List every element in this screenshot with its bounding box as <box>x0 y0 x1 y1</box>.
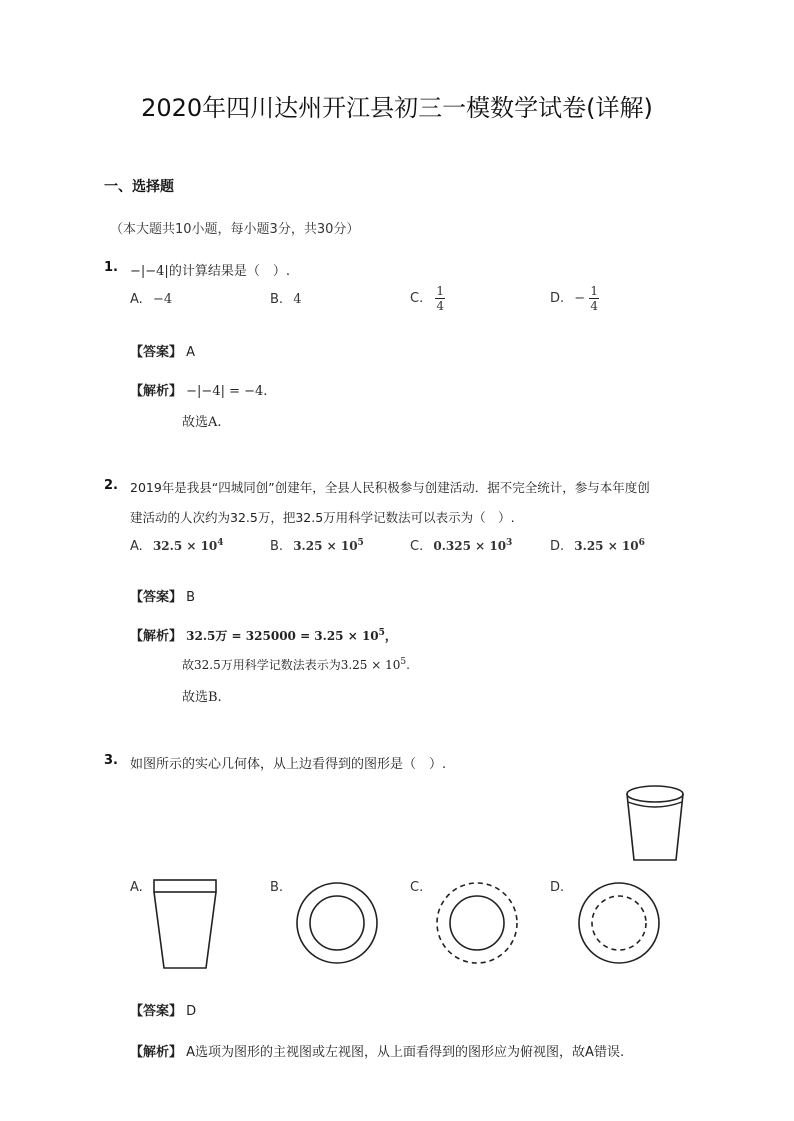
analysis-row <box>130 625 397 644</box>
question-number: 2. <box>104 478 118 493</box>
option-a-letter: A. <box>130 880 143 895</box>
analysis-line: 故选B. <box>182 690 222 705</box>
section-note: （本大题共10小题，每小题3分，共30分） <box>110 222 360 237</box>
option-letter: A. <box>130 539 143 554</box>
option-value: $32.5 \times 10^4$ <box>152 538 224 553</box>
answer-value: B <box>186 590 196 605</box>
answer-value: A <box>186 345 196 360</box>
inner-dashed-circle <box>576 880 662 966</box>
analysis-line: A选项为图形的主视图或左视图，从上面看得到的图形应为俯视图，故A错误. <box>186 1045 625 1060</box>
option-b <box>270 538 364 554</box>
question-text: 如图所示的实心几何体，从上边看得到的图形是（ ）. <box>130 757 447 772</box>
fraction <box>435 284 445 313</box>
fraction-numerator: 1 <box>436 284 444 298</box>
option-value: 4 <box>293 292 302 307</box>
question-number: 1. <box>104 260 118 275</box>
answer-label: 【答案】 <box>130 590 183 605</box>
option-letter: A. <box>130 292 143 307</box>
concentric-circles-solid <box>294 880 380 966</box>
analysis-label: 【解析】 <box>130 629 183 644</box>
option-d <box>550 284 599 313</box>
answer-label: 【答案】 <box>130 345 183 360</box>
question-number: 3. <box>104 753 118 768</box>
answer-row <box>130 341 195 360</box>
option-d-letter: D. <box>550 880 565 895</box>
option-c <box>410 284 445 313</box>
option-value: −4 <box>152 292 173 307</box>
analysis-label: 【解析】 <box>130 1045 183 1060</box>
option-letter: D. <box>550 291 565 306</box>
option-a <box>130 538 224 554</box>
question-text-line-2: 建活动的人次约为32.5万，把32.5万用科学记数法可以表示为（ ）. <box>130 510 515 525</box>
answer-label: 【答案】 <box>130 1004 183 1019</box>
option-c-letter: C. <box>410 880 424 895</box>
option-b <box>270 292 301 307</box>
section-heading: 一、选择题 <box>104 179 174 195</box>
option-value: $3.25 \times 10^6$ <box>574 538 645 553</box>
question-text-line-1: 2019年是我县“四城同创”创建年，全县人民积极参与创建活动．据不完全统计，参与本年度创 <box>130 480 650 495</box>
option-b-letter: B. <box>270 880 284 895</box>
option-a <box>130 292 172 307</box>
option-value: $3.25 \times 10^5$ <box>293 538 364 553</box>
option-value: $0.325 \times 10^3$ <box>433 538 513 553</box>
option-letter: C. <box>410 291 424 306</box>
fraction-sign: − <box>574 291 586 306</box>
option-letter: B. <box>270 292 284 307</box>
question-text: −|−4|的计算结果是（ ）. <box>130 264 290 279</box>
answer-row <box>130 586 195 605</box>
answer-row <box>130 1000 196 1019</box>
cup-front-view <box>150 878 222 972</box>
analysis-line: 32.5万 = $325000 = 3.25 \times 10^5$， <box>186 628 397 643</box>
fraction-numerator: 1 <box>590 284 598 298</box>
analysis-row <box>130 380 267 399</box>
option-letter: D. <box>550 539 565 554</box>
analysis-line: −|−4| = −4. <box>186 384 268 399</box>
fraction-denominator: 4 <box>590 299 598 313</box>
option-d <box>550 538 645 554</box>
page-title: 2020年四川达州开江县初三一模数学试卷(详解) <box>141 94 653 122</box>
analysis-line: 故32.5万用科学记数法表示为$3.25 \times 10^5$. <box>182 657 410 672</box>
option-letter: B. <box>270 539 284 554</box>
analysis-line: 故选A. <box>182 415 222 430</box>
fraction-denominator: 4 <box>436 299 444 313</box>
outer-dashed-circle <box>434 880 520 966</box>
analysis-row <box>130 1041 624 1060</box>
analysis-label: 【解析】 <box>130 384 183 399</box>
fraction <box>589 284 599 313</box>
option-letter: C. <box>410 539 424 554</box>
solid-cup-figure <box>622 782 688 866</box>
option-c <box>410 538 512 554</box>
answer-value: D <box>186 1004 197 1019</box>
